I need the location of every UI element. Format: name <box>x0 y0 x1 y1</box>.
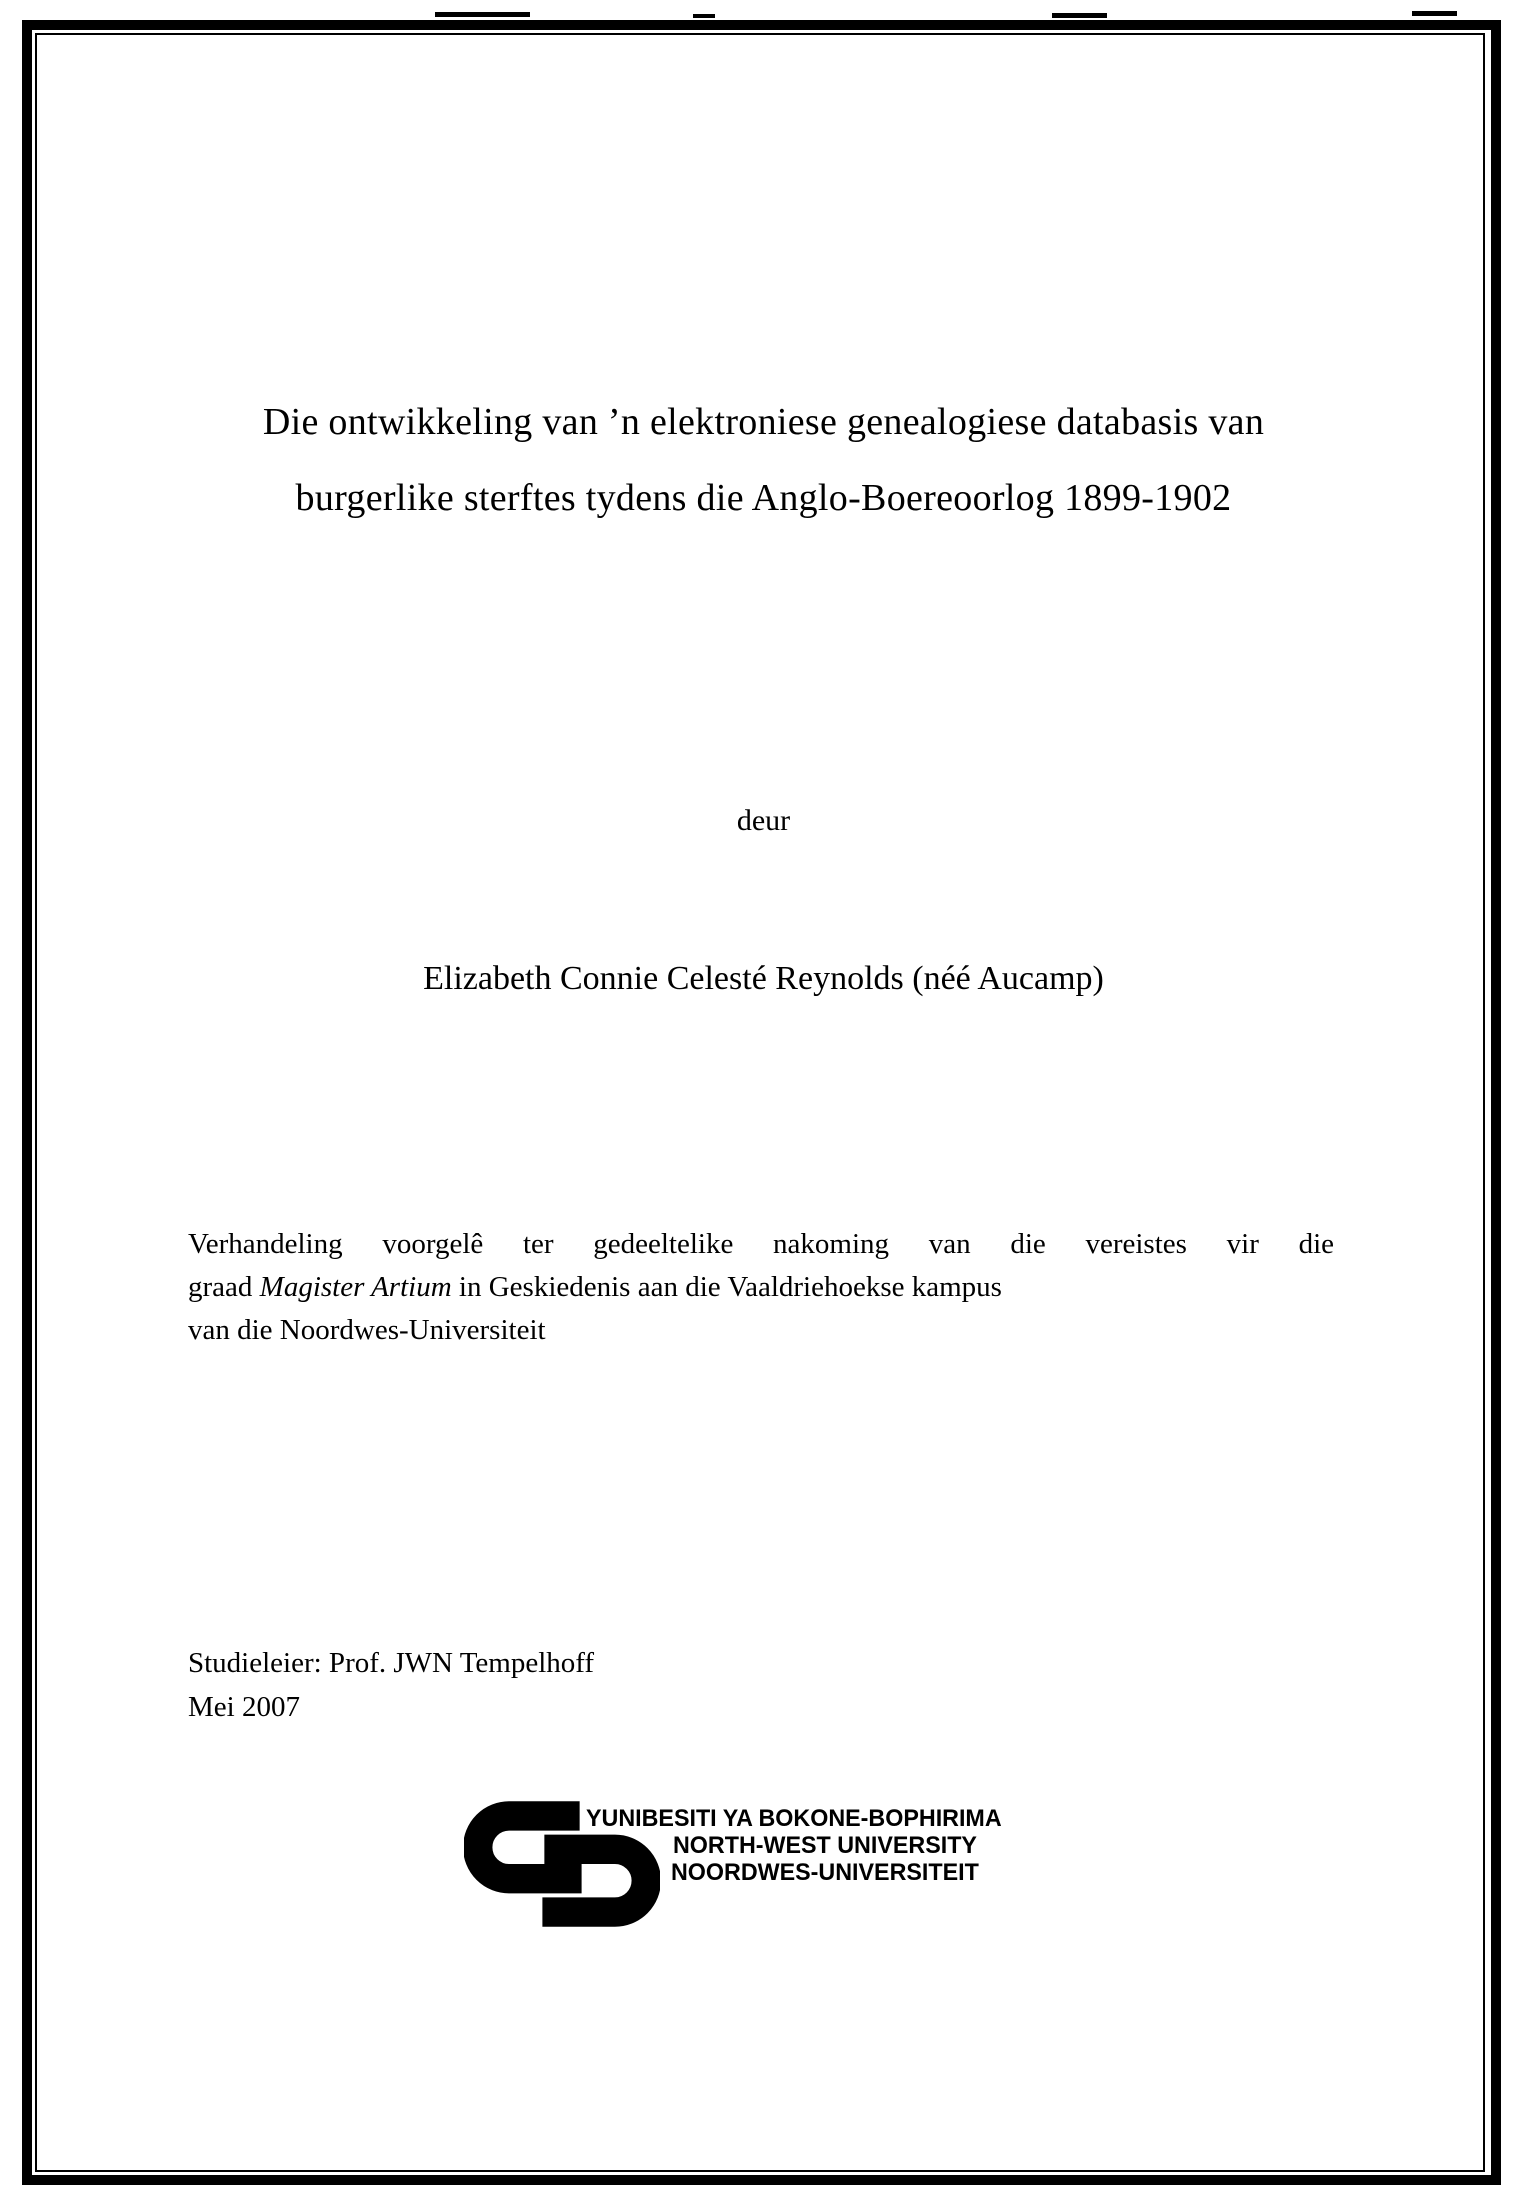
scan-artifact <box>1052 13 1107 18</box>
logo-text-afrikaans: NOORDWES-UNIVERSITEIT <box>671 1859 979 1886</box>
thesis-title-line1: Die ontwikkeling van ’n elektroniese genealogiese databasis van <box>262 401 1265 443</box>
scan-artifact <box>693 14 715 18</box>
logo-text-english: NORTH-WEST UNIVERSITY <box>673 1832 977 1859</box>
supervisor-line: Studieleier: Prof. JWN Tempelhoff <box>188 1647 595 1679</box>
degree-statement-line2-post: in Geskiedenis aan die Vaaldriehoekse kampus <box>451 1271 1002 1303</box>
scan-artifact <box>1412 11 1457 16</box>
author-name: Elizabeth Connie Celesté Reynolds (néé Aucamp) <box>423 960 1104 997</box>
logo-text-setswana: YUNIBESITI YA BOKONE-BOPHIRIMA <box>586 1805 1002 1832</box>
degree-statement-line1: Verhandeling voorgelê ter gedeeltelike nakoming van die vereistes vir die <box>188 1228 1334 1260</box>
date-line: Mei 2007 <box>188 1691 300 1723</box>
degree-statement-line2-pre: graad <box>188 1271 260 1303</box>
thesis-title-line2: burgerlike sterftes tydens die Anglo-Boereoorlog 1899-1902 <box>295 477 1232 519</box>
scan-artifact <box>435 12 530 17</box>
university-logo <box>464 1798 1124 1948</box>
degree-name-italic: Magister Artium <box>259 1271 452 1303</box>
degree-statement-line2 <box>188 1266 1334 1309</box>
thesis-title <box>95 402 1432 518</box>
byline-label: deur <box>736 804 791 837</box>
degree-statement <box>188 1223 1334 1352</box>
degree-statement-line3: van die Noordwes-Universiteit <box>188 1314 546 1346</box>
supervisor-block <box>188 1641 1088 1729</box>
